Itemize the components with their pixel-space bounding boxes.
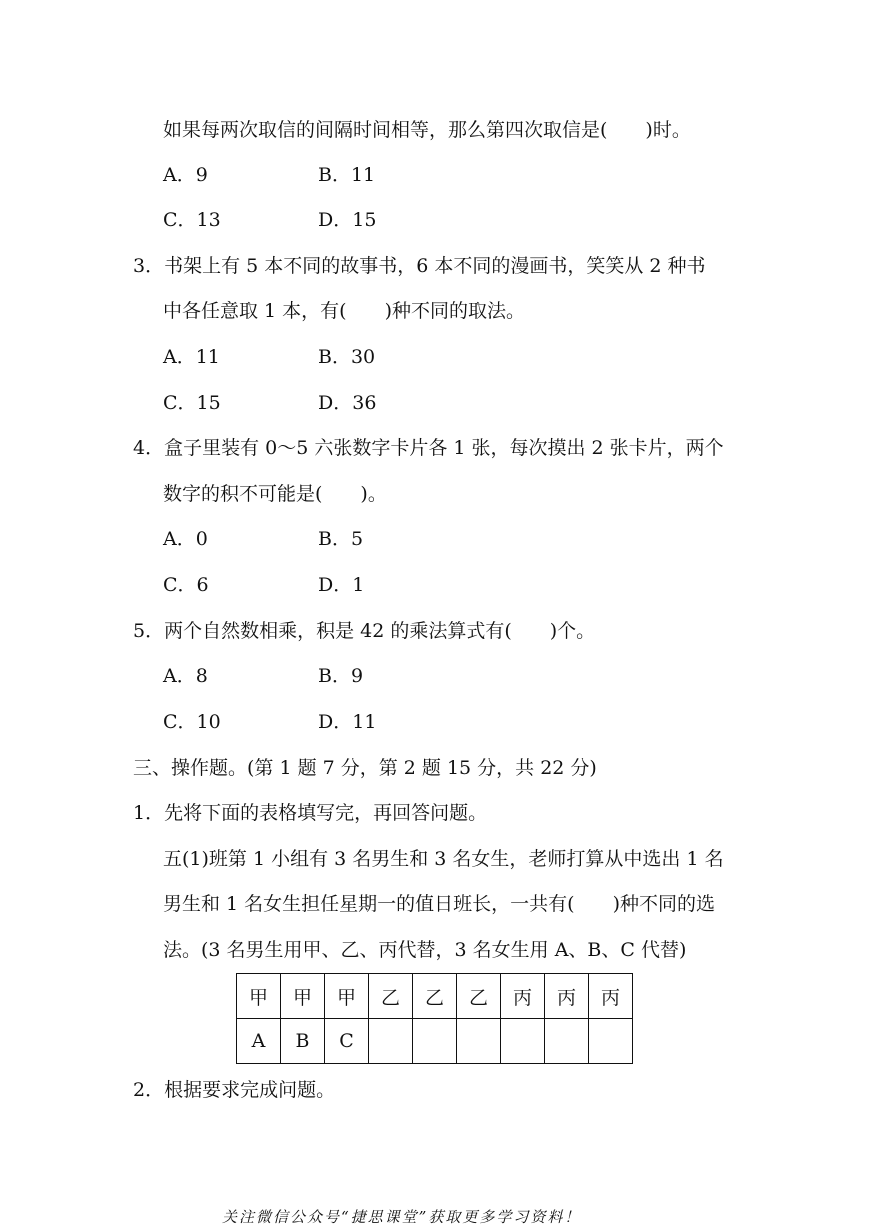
pairing-table <box>236 973 633 1064</box>
table-cell-blank[interactable] <box>501 1019 545 1064</box>
q3-stem-line1: 3．书架上有 5 本不同的故事书，6 本不同的漫画书，笑笑从 2 种书 <box>133 255 706 277</box>
s3-q2-line1: 2．根据要求完成问题。 <box>133 1079 336 1101</box>
q2-option-b: B．11 <box>318 164 376 186</box>
table-cell: 甲 <box>281 974 325 1019</box>
q5-stem: 5．两个自然数相乘，积是 42 的乘法算式有( )个。 <box>133 620 596 642</box>
table-cell: 乙 <box>457 974 501 1019</box>
table-row-boys <box>237 974 633 1019</box>
s3-q1-line3: 男生和 1 名女生担任星期一的值日班长，一共有( )种不同的选 <box>163 893 715 915</box>
q3-option-b: B．30 <box>318 346 376 368</box>
table-cell: A <box>237 1019 281 1064</box>
q2-continuation-stem: 如果每两次取信的间隔时间相等，那么第四次取信是( )时。 <box>163 119 691 141</box>
table-cell: 丙 <box>501 974 545 1019</box>
q5-option-d: D．11 <box>318 711 377 733</box>
table-cell: 乙 <box>369 974 413 1019</box>
q4-stem-line1: 4．盒子里装有 0～5 六张数字卡片各 1 张，每次摸出 2 张卡片，两个 <box>133 437 724 459</box>
table-cell: 丙 <box>545 974 589 1019</box>
q2-option-a: A．9 <box>163 164 208 186</box>
table-cell: 甲 <box>325 974 369 1019</box>
table-cell: C <box>325 1019 369 1064</box>
s3-q1-line1: 1．先将下面的表格填写完，再回答问题。 <box>133 802 488 824</box>
table-cell-blank[interactable] <box>413 1019 457 1064</box>
q5-option-b: B．9 <box>318 665 364 687</box>
table-cell: 乙 <box>413 974 457 1019</box>
q4-option-b: B．5 <box>318 528 364 550</box>
q3-option-a: A．11 <box>163 346 220 368</box>
footer-note: 关注微信公众号“捷思课堂”获取更多学习资料！ <box>222 1208 582 1226</box>
q5-option-c: C．10 <box>163 711 221 733</box>
q2-option-d: D．15 <box>318 209 377 231</box>
q4-option-a: A．0 <box>163 528 208 550</box>
table-cell: B <box>281 1019 325 1064</box>
table-cell-blank[interactable] <box>589 1019 633 1064</box>
table-row-girls <box>237 1019 633 1064</box>
q3-stem-line2: 中各任意取 1 本，有( )种不同的取法。 <box>163 300 525 322</box>
table-cell-blank[interactable] <box>369 1019 413 1064</box>
q3-option-d: D．36 <box>318 392 377 414</box>
q3-option-c: C．15 <box>163 392 221 414</box>
section3-title: 三、操作题。(第 1 题 7 分，第 2 题 15 分，共 22 分) <box>133 757 597 779</box>
q2-option-c: C．13 <box>163 209 221 231</box>
table-cell-blank[interactable] <box>457 1019 501 1064</box>
s3-q1-line2: 五(1)班第 1 小组有 3 名男生和 3 名女生，老师打算从中选出 1 名 <box>163 848 724 870</box>
q5-option-a: A．8 <box>163 665 208 687</box>
q4-stem-line2: 数字的积不可能是( )。 <box>163 483 387 505</box>
table-cell: 丙 <box>589 974 633 1019</box>
s3-q1-line4: 法。(3 名男生用甲、乙、丙代替，3 名女生用 A、B、C 代替) <box>163 939 687 961</box>
q4-option-c: C．6 <box>163 574 209 596</box>
q4-option-d: D．1 <box>318 574 365 596</box>
table-cell-blank[interactable] <box>545 1019 589 1064</box>
table-cell: 甲 <box>237 974 281 1019</box>
